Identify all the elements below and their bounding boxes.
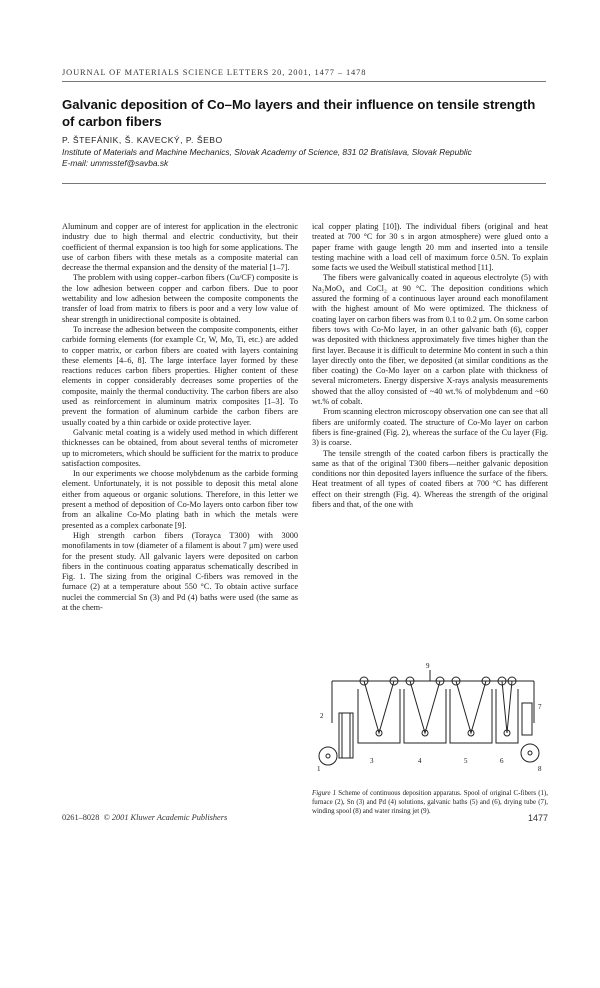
- paragraph: In our experiments we choose molybdenum as the carbide forming element. Unfortunately, it is not possible to deposit this metal alone either from aqueous or organic solutions. Therefore, in this letter we present a method of deposition of Co-Mo layers onto carbon fiber tow from an alkaline Co-Mo plating bath in which the metals were presented as a complex carbonate [9].: [62, 469, 298, 530]
- author-list: P. ŠTEFÁNIK, Š. KAVECKÝ, P. ŠEBO: [62, 135, 223, 145]
- paragraph: Aluminum and copper are of interest for application in the electronic industry due to high thermal and electric conductivity, but their coefficient of thermal expansion is too high for some applications. The use of carbon fibers with these metals as a composite material can decrease the thermal expansion and the density of the material [1–7].: [62, 222, 298, 273]
- left-column: [62, 222, 298, 613]
- label-2: 2: [320, 712, 324, 720]
- affiliation: Institute of Materials and Machine Mechanics, Slovak Academy of Science, 831 02 Bratislava, Slovak Republic: [62, 147, 472, 157]
- paragraph: From scanning electron microscopy observation one can see that all fibers are uniformly coated. The structure of Co-Mo layer on carbon fibers is fine-grained (Fig. 2), whereas the surface of the Cu layer (Fig. 3) is coarse.: [312, 407, 548, 448]
- guide-rollers: [360, 677, 516, 736]
- label-3: 3: [370, 757, 374, 765]
- label-6: 6: [500, 757, 504, 765]
- figure-caption-label: Figure 1: [312, 790, 337, 797]
- affiliation-block: [62, 147, 546, 169]
- figure-caption: [312, 789, 548, 816]
- paragraph: The fibers were galvanically coated in aqueous electrolyte (5) with Na₂MoO₄ and CoCl₂ at 90 °C. The deposition conditions which assured the forming of a continuous layer around each monofilament with the highest amount of Mo were optimized. The thickness of coating layer on carbon fibers was from 0.1 to 0.2 μm. On some carbon fibers tows with Co-Mo layer, in an other galvanic bath (6), copper was deposited with thickness approximately five times higher than the first layer. Because it is difficult to determine Mo content in such a thin layer directly onto the fiber, we deposited (at similar conditions as the fiber coating) the Co-Mo layer on a carbon plate with thickness of several micrometers. Energy dispersive X-rays analysis measurements showed that the alloy consisted of ~40 wt.% of molybdenum and ~60 wt.% of cobalt.: [312, 273, 548, 407]
- deposition-apparatus-diagram: [312, 663, 548, 783]
- email: E-mail: ummsstef@savba.sk: [62, 158, 169, 168]
- label-4: 4: [418, 757, 422, 765]
- label-1: 1: [317, 765, 321, 773]
- drying-tube: [522, 703, 532, 735]
- paragraph: ical copper plating [10]). The individual fibers (original and heat treated at 700 °C for 30 s in argon atmosphere) were glued onto a paper frame with gauge length 20 mm and inserted into a tensile testing machine with a load cell of maximum force 0.5N. To explain some facts we used the Weibull statistical method [11].: [312, 222, 548, 273]
- furnace-tube: [339, 713, 353, 758]
- right-column: [312, 222, 548, 510]
- journal-header: JOURNAL OF MATERIALS SCIENCE LETTERS 20, 2001, 1477 – 1478: [62, 68, 367, 77]
- paragraph: Galvanic metal coating is a widely used method in which different thicknesses can be obtained, from about several tenths of micrometer up to micrometers, which should be sufficient for the matrix to produce satisfaction composites.: [62, 427, 298, 468]
- winding-spool-icon: [521, 744, 539, 762]
- page-number: 1477: [527, 813, 548, 823]
- paragraph: To increase the adhesion between the composite components, either carbide forming elements (for example Cr, W, Mo, Ti, etc.) are added to copper matrix, or carbon fibers are coated with layers containing these elements [4–6, 8]. The large interface layer formed by these reactions reduces carbon fibers properties. Higher content of these elements in copper considerably decreases some properties of the composite, mainly the thermal conductivity. The carbon fibers are also used as reinforcement in aluminum matrix composites [1–3]. To prevent the formation of aluminum carbide the carbon fibers are usually coated by a thin carbide or oxide protective layer.: [62, 324, 298, 427]
- paragraph: The tensile strength of the coated carbon fibers is practically the same as that of the original T300 fibers—neither galvanic deposition conditions nor thin deposited layers influence the surface of the fibers. Heat treatment of all types of coated fibers at 700 °C has different effect on their strength (Fig. 4). Whereas the strength of the original fibers and that, of the one with: [312, 448, 548, 510]
- article-title: Galvanic deposition of Co–Mo layers and their influence on tensile strength of carbon fibers: [62, 97, 536, 129]
- paragraph: The problem with using copper–carbon fibers (Cu/CF) composite is the low adhesion between copper and carbon fibers. Due to poor wettability and low adhesion between the composite components the transfer of load from matrix to fibers is poor and a very low value of shear strength in unidirectional composite is obtained.: [62, 273, 298, 324]
- label-9: 9: [426, 663, 430, 670]
- paragraph: High strength carbon fibers (Torayca T300) with 3000 monofilaments in tow (diameter of a filament is about 7 μm) were used for the present study. All galvanic layers were deposited on carbon fibers in the continuous coating apparatus schematically described in Fig. 1. The sizing from the original C-fibers was removed in the furnace (2) at a temperature about 550 °C. To obtain active surface nuclei the commercial Sn (3) and Pd (4) baths were used (the same as at the chem-: [62, 530, 298, 612]
- fiber-loops: [364, 681, 512, 733]
- bath-tanks: [358, 689, 518, 743]
- spool-icon: [319, 747, 337, 765]
- header-rule: [62, 81, 546, 82]
- issn: 0261–8028: [62, 813, 100, 822]
- figure-caption-text: Scheme of continuous deposition apparatus. Spool of original C-fibers (1), furnace (2), Sn (3) and Pd (4) solutions, galvanic baths (5) and (6), drying tube (7), winding spool (8) and water rinsing jet (9).: [312, 790, 548, 815]
- copyright: © 2001 Kluwer Academic Publishers: [103, 813, 228, 822]
- title-rule: [62, 183, 546, 184]
- label-8: 8: [538, 765, 542, 773]
- label-7: 7: [538, 703, 542, 711]
- label-5: 5: [464, 757, 468, 765]
- footer-left: [62, 813, 227, 822]
